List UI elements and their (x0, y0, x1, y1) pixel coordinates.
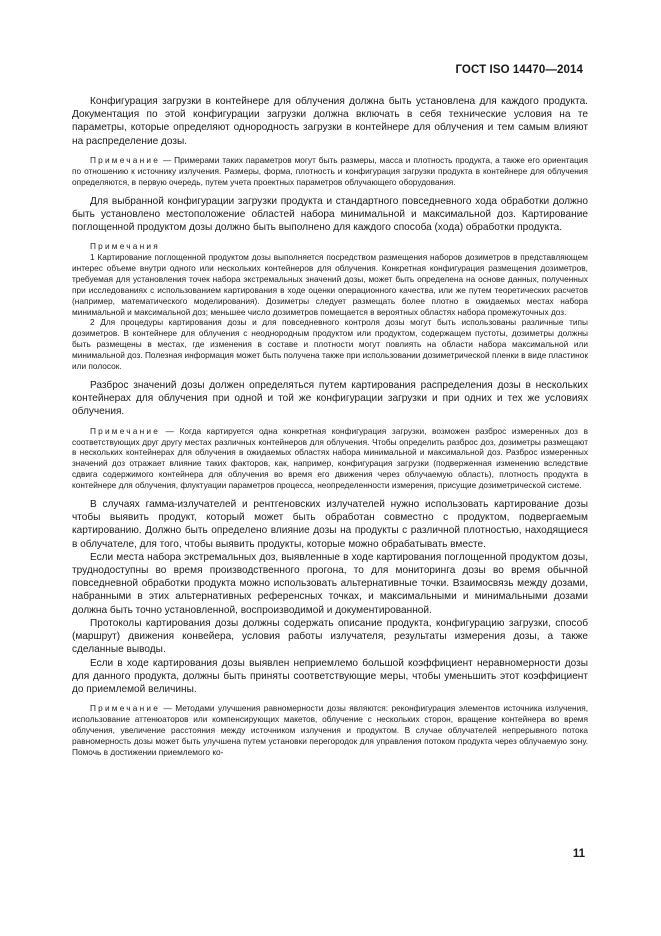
note-label: Примечание (90, 425, 161, 436)
standard-designation: ГОСТ ISO 14470—2014 (455, 64, 583, 76)
paragraph: Если места набора экстремальных доз, выявленные в ходе картирования поглощенной продуктом дозы, труднодоступны во время производственного прогона, то для мониторинга дозы во время обычной повседневной обработки продукта можно использовать альтернативные точки. Взаимосвязь между дозами, набранными в этих альтернативных референсных точках, и максимальными и минимальными дозами должна быть точно установленной, воспроизводимой и документированной. (72, 551, 588, 616)
note (72, 426, 588, 491)
notes-heading: Примечания (90, 241, 160, 252)
note-item: 1 Картирование поглощенной продуктом дозы выполняется посредством размещения наборов дозиметров в представляющем интерес объеме внутри одного или нескольких контейнеров для облучения. Конкретная конфигурация размещения дозиметров, требуемая для установления точек набора экстремальных значений дозы, может быть определена на основе данных, полученных при исследованиях с использованием картирования в ходе оценки операционного качества, или же путем теоретических расчетов (например, математического моделирования). Дозиметры следует размещать более плотно в ожидаемых местах набора минимальной и максимальной доз; меньшее число дозиметров помещается в вероятных областях набора промежуточных доз. (72, 252, 588, 317)
note (72, 703, 588, 758)
note-label: Примечание (90, 154, 161, 165)
note-item: 2 Для процедуры картирования дозы и для повседневного контроля дозы могут быть использованы различные типы дозиметров. В контейнере для облучения с неоднородным продуктом или продуктом, содержащем пустоты, дозиметры должны быть размещены в местах, где изменения в составе и плотности могут повлиять на области набора максимальной или минимальной доз. Полезная информация может быть получена также при использовании дозиметрической пленки в виде пластинок или полосок. (72, 317, 588, 372)
paragraph: Протоколы картирования дозы должны содержать описание продукта, конфигурацию загрузки, способ (маршрут) движения конвейера, условия работы излучателя, результаты измерения дозы, а также сделанные выводы. (72, 617, 588, 656)
note-text: — Методами улучшения равномерности дозы являются: реконфигурация элементов источника излучения, использование аттенюаторов или компенсирующих макетов, облучение с нескольких сторон, вращение контейнера во время облучения, увеличение расстояния между источником излучения и продуктом. В случае облучателей непрерывного потока равномерность дозы может быть улучшена путем установки перегородок для управления потоком продукта через облучаемую зону. Помочь в достижении приемлемого ко- (72, 703, 588, 757)
paragraph: Конфигурация загрузки в контейнере для облучения должна быть установлена для каждого продукта. Документация по этой конфигурации загрузки должна включать в себя технические условия на те параметры, которые определяют однородность загрузки в контейнере для облучения и тем самым влияют на распределение дозы. (72, 96, 588, 147)
paragraph: Если в ходе картирования дозы выявлен неприемлемо большой коэффициент неравномерности дозы для данного продукта, должны быть приняты соответствующие меры, чтобы уменьшить этот коэффициент до приемлемой величины. (72, 657, 588, 695)
paragraph: Для выбранной конфигурации загрузки продукта и стандартного повседневного хода обработки должно быть установлено местоположение областей набора минимальной и максимальной доз. Картирование поглощенной продуктом дозы должно быть выполнено для каждого способа (хода) обработки продукта. (72, 195, 588, 233)
paragraph: Разброс значений дозы должен определяться путем картирования распределения дозы в нескольких контейнерах для облучения при одной и той же конфигурации загрузки и при одних и тех же условиях облучения. (72, 380, 588, 418)
page-number: 11 (572, 848, 585, 860)
note-text: — Примерами таких параметров могут быть размеры, масса и плотность продукта, а также его ориентация по отношению к источнику излучения. Размеры, форма, плотность и конфигурация загрузки продукта в контейнере для облучения определяются, в первую очередь, путем учета проектных параметров облучающего оборудования. (72, 154, 588, 187)
note-label: Примечание (90, 703, 161, 714)
note (72, 155, 588, 188)
paragraph: В случаях гамма-излучателей и рентгеновских излучателей нужно использовать картирование дозы чтобы выявить продукт, который может быть обработан совместно с продуктом, подвергаемым картированию. Должно быть определено влияние дозы на продукты с различной плотностью, находящиеся в облучателе, для того, чтобы выявить продукты, которые можно обрабатывать вместе. (72, 499, 588, 550)
note-text: — Когда картируется одна конкретная конфигурация загрузки, возможен разброс измеренных доз в соответствующих друг другу местах различных контейнеров для облучения. Чтобы определить разброс доз, дозиметры размещают в нескольких контейнерах для облучения в ожидаемых областях набора минимальной и максимальной доз. Разброс измеренных значений доз отражает влияние таких факторов, как, например, конфигурация загрузки (подверженная изменению вследствие сдвига содержимого контейнера для облучения во время его движения через облучаемую область), плотность продукта в контейнере для облучения, флуктуации параметров процесса, неопределенности измерения, присущие дозиметрической системе. (72, 425, 588, 491)
document-body (72, 95, 588, 765)
